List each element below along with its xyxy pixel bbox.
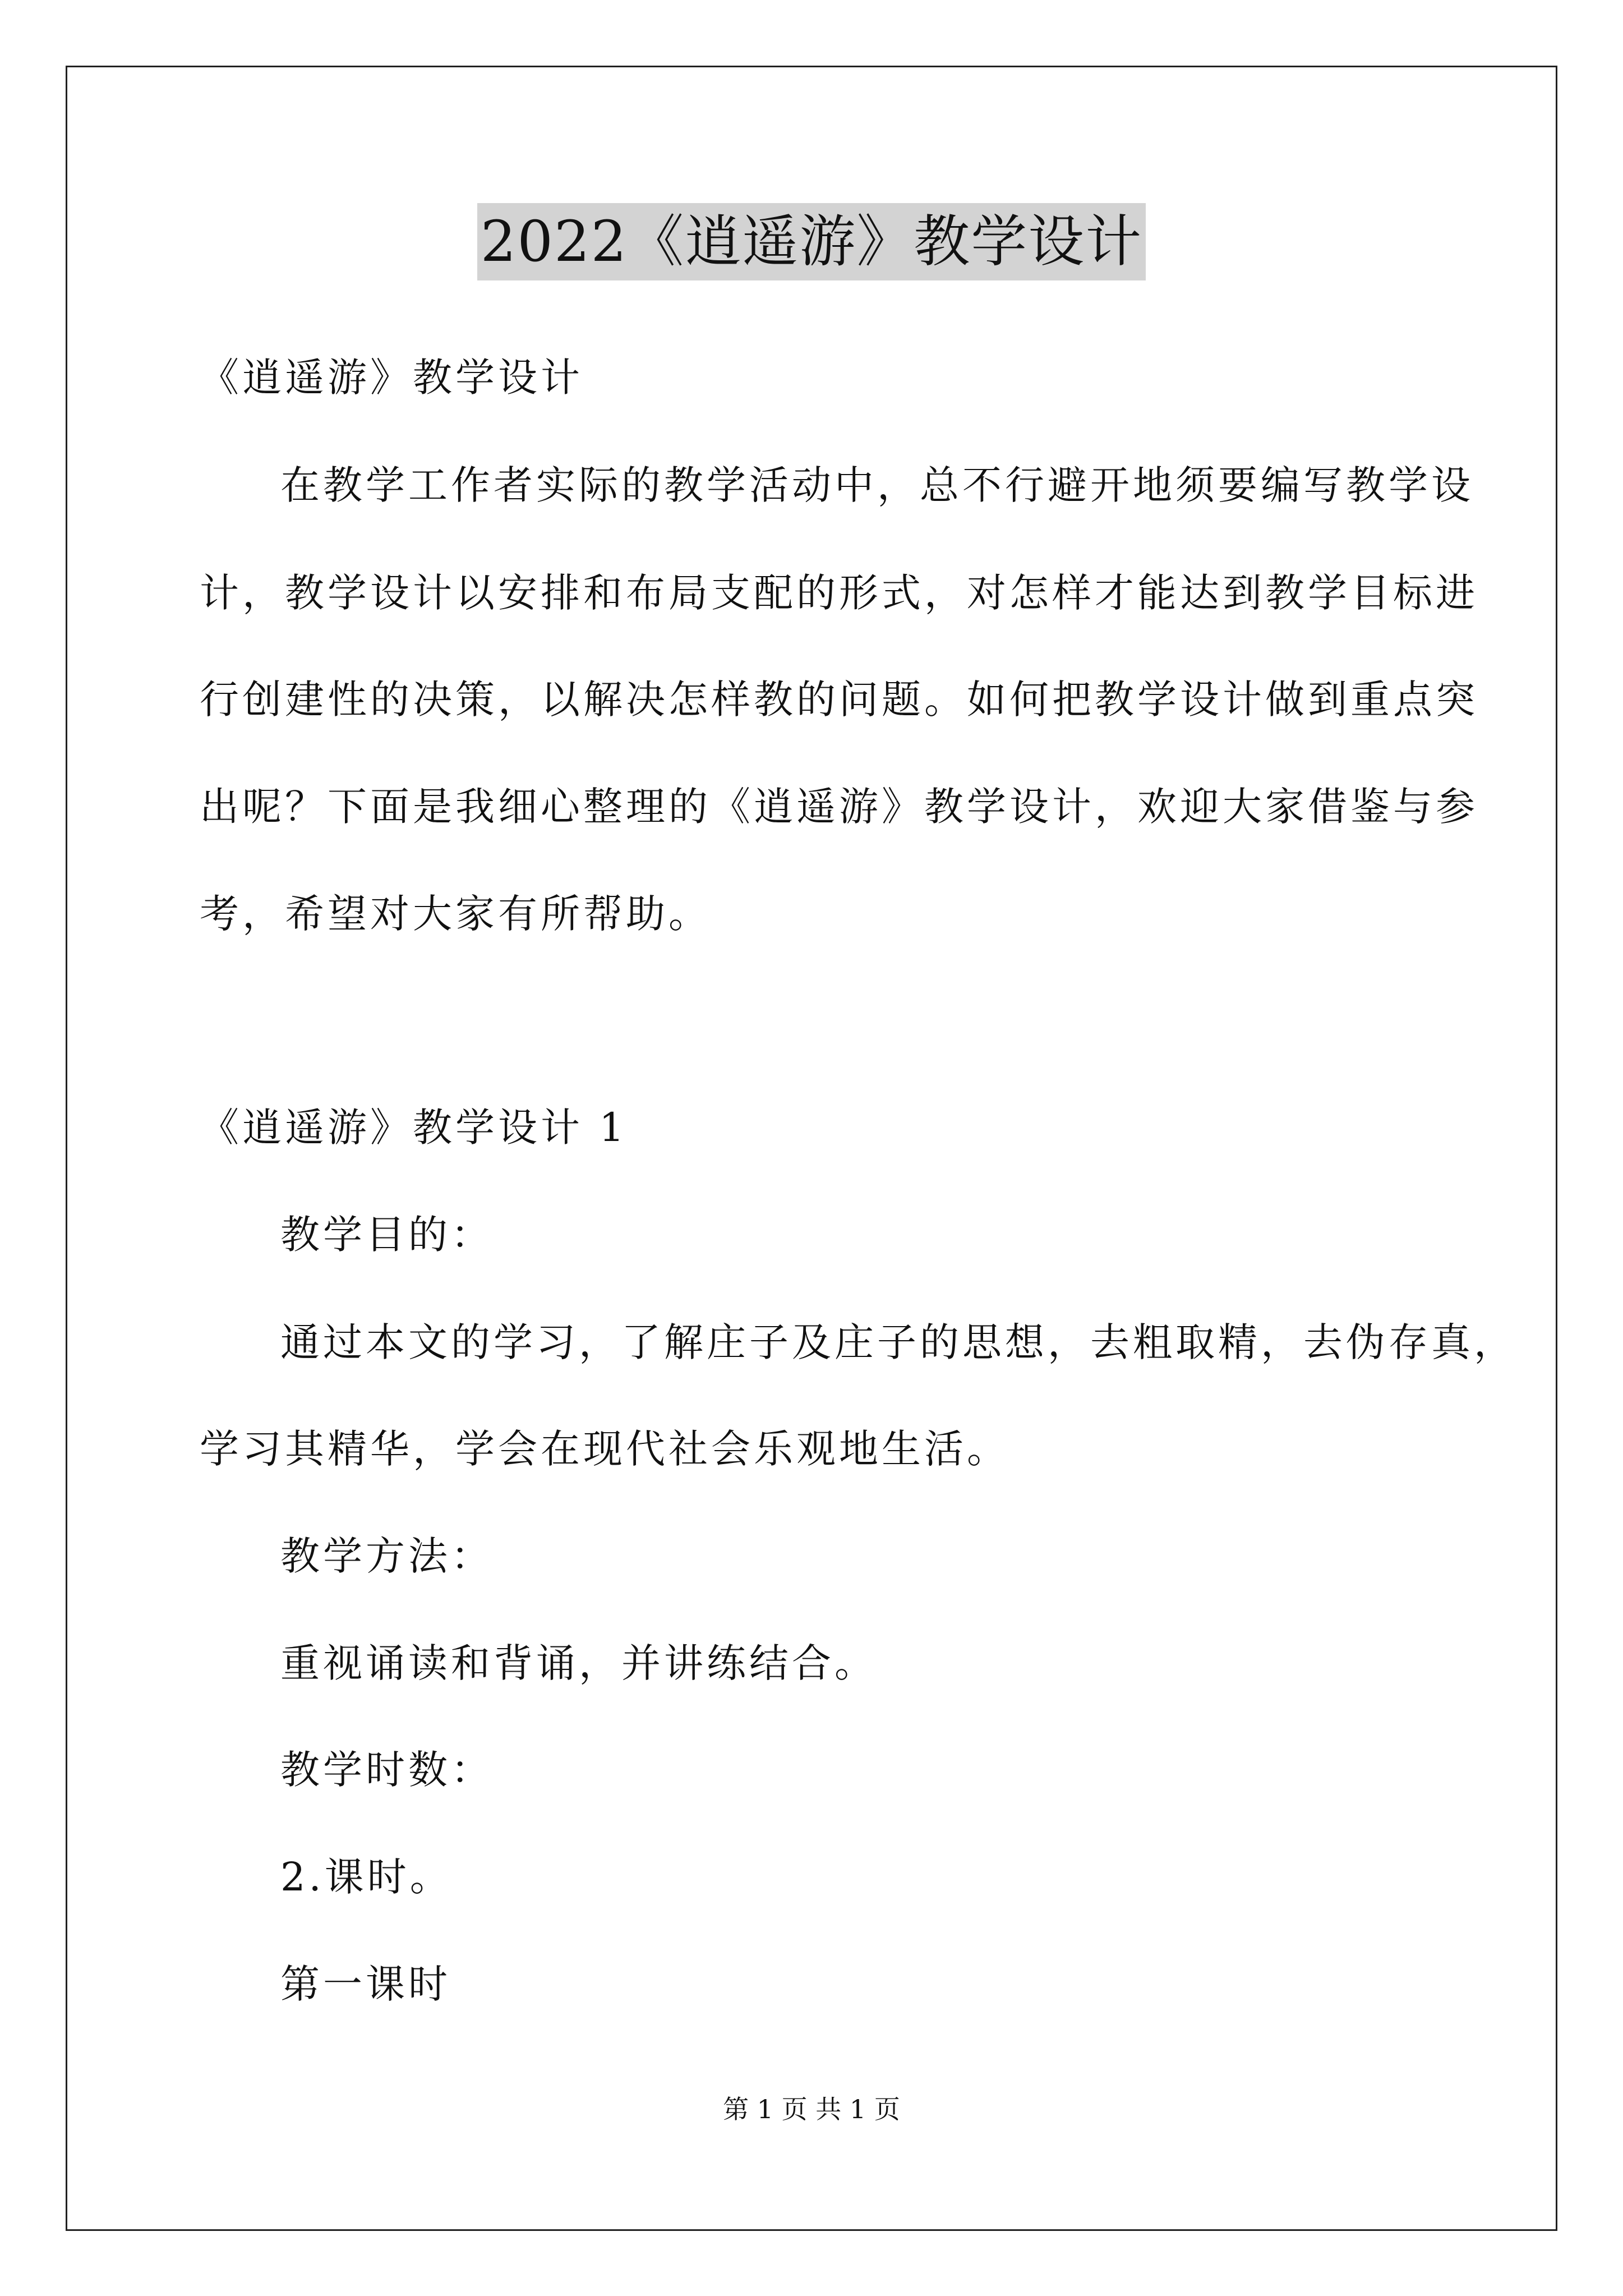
document-title: 2022《逍遥游》教学设计: [477, 203, 1146, 280]
goal-label: 教学目的：: [280, 1212, 494, 1258]
intro-line-5: 考，希望对大家有所帮助。: [200, 891, 711, 937]
method-label: 教学方法：: [280, 1533, 494, 1579]
section-heading: 《逍遥游》教学设计 1: [200, 1105, 628, 1151]
hours-text: 2.课时。: [280, 1854, 453, 1900]
method-text: 重视诵读和背诵，并讲练结合。: [280, 1640, 877, 1686]
intro-line-2: 计，教学设计以安排和布局支配的形式，对怎样才能达到教学目标进: [200, 570, 1478, 616]
goal-line-2: 学习其精华，学会在现代社会乐观地生活。: [200, 1426, 1009, 1472]
intro-line-4: 出呢？下面是我细心整理的《逍遥游》教学设计，欢迎大家借鉴与参: [200, 784, 1478, 830]
title-container: [0, 203, 1623, 280]
lesson-label: 第一课时: [280, 1961, 451, 2007]
document-subtitle: 《逍遥游》教学设计: [200, 355, 583, 401]
intro-line-1: 在教学工作者实际的教学活动中，总不行避开地须要编写教学设: [280, 462, 1474, 508]
intro-line-3: 行创建性的决策，以解决怎样教的问题。如何把教学设计做到重点突: [200, 677, 1478, 723]
hours-label: 教学时数：: [280, 1747, 494, 1793]
page-footer: 第 1 页 共 1 页: [723, 2094, 900, 2124]
goal-line-1: 通过本文的学习，了解庄子及庄子的思想，去粗取精，去伪存真，: [280, 1319, 1516, 1365]
